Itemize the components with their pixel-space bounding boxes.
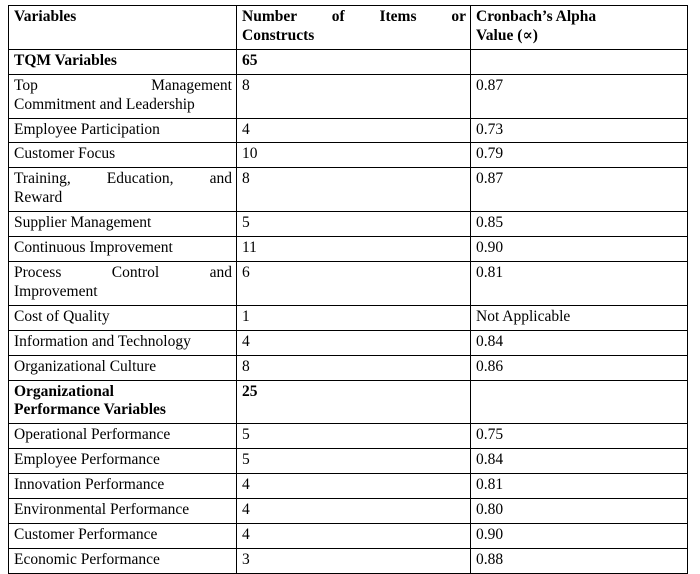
cell-item-count-text: 5 [242,451,250,469]
cell-item-count-text: 10 [242,145,258,163]
cell-item-count-text: 65 [242,51,258,69]
table-row [9,380,688,424]
cell-variable-text: Environmental Performance [14,501,190,519]
cell-alpha-value [471,118,688,143]
cell-item-count-text: 4 [242,332,250,350]
cell-variable-text: TQM Variables [14,51,117,69]
cell-variable-text: Customer Performance [14,525,158,543]
cell-item-count-text: 8 [242,76,250,94]
cell-variable-name [9,74,237,118]
cell-variable-line2: Commitment and Leadership [14,95,195,113]
cell-alpha-value-text: 0.87 [476,76,504,94]
cell-variable-line2: Performance Variables [14,401,166,419]
cell-item-count-text: 5 [242,426,250,444]
table-header-row [9,6,688,50]
column-header-alpha [471,6,688,50]
cell-item-count [237,74,471,118]
cell-item-count-text: 4 [242,120,250,138]
cell-spacer [242,401,466,420]
cell-variable-text: Supplier Management [14,214,152,232]
cell-variable-line2: Reward [14,189,63,207]
cell-item-count [237,449,471,474]
reliability-table [8,5,688,574]
reliability-table-container [8,5,687,574]
table-row [9,74,688,118]
cell-alpha-value-text: Not Applicable [476,307,571,325]
cell-variable-name [9,355,237,380]
cell-spacer [242,96,466,115]
cell-alpha-value [471,143,688,168]
cell-item-count [237,355,471,380]
table-row [9,49,688,74]
cell-alpha-value-text: 0.90 [476,239,504,257]
cell-alpha-value-text: 0.88 [476,550,504,568]
cell-alpha-value [471,424,688,449]
cell-variable-name [9,305,237,330]
cell-item-count [237,523,471,548]
cell-alpha-value-text: 0.81 [476,476,504,494]
cell-item-count [237,143,471,168]
cell-alpha-value [471,168,688,212]
cell-variable-name [9,449,237,474]
table-row [9,424,688,449]
column-header-alpha-line2: Value (∝) [476,26,538,44]
cell-alpha-value-text: 0.87 [476,170,504,188]
cell-alpha-value [471,499,688,524]
cell-item-count-text: 25 [242,382,258,400]
cell-variable-name [9,118,237,143]
cell-variable-name [9,261,237,305]
cell-alpha-value [471,355,688,380]
cell-item-count [237,380,471,424]
cell-alpha-value [471,330,688,355]
cell-item-count-text: 11 [242,239,257,257]
cell-variable-name [9,499,237,524]
cell-variable-text: Employee Participation [14,120,160,138]
cell-alpha-value-text: 0.84 [476,451,504,469]
table-row [9,355,688,380]
table-row [9,474,688,499]
cell-spacer [242,189,466,208]
cell-variable-line1: Top Management [14,76,232,94]
cell-item-count [237,424,471,449]
table-row [9,523,688,548]
cell-item-count [237,168,471,212]
cell-alpha-value-text: 0.81 [476,263,504,281]
table-row [9,305,688,330]
cell-variable-text: Operational Performance [14,426,171,444]
cell-alpha-value [471,380,688,424]
cell-variable-text: Organizational Culture [14,357,157,375]
cell-item-count-text: 1 [242,307,250,325]
table-body [9,6,688,574]
cell-alpha-value [471,49,688,74]
cell-variable-name [9,424,237,449]
cell-item-count-text: 8 [242,357,250,375]
column-header-alpha-line1: Cronbach’s Alpha [476,8,597,25]
cell-variable-text: Customer Focus [14,145,116,163]
cell-item-count-text: 4 [242,476,250,494]
cell-variable-text: Cost of Quality [14,307,110,325]
cell-item-count [237,212,471,237]
cell-item-count-text: 5 [242,214,250,232]
cell-spacer [242,283,466,302]
table-row [9,143,688,168]
cell-variable-name [9,168,237,212]
cell-alpha-value [471,261,688,305]
cell-item-count [237,499,471,524]
column-header-items-line2: Constructs [242,26,315,44]
cell-item-count-text: 3 [242,550,250,568]
table-row [9,168,688,212]
cell-variable-line1: Training, Education, and [14,170,232,188]
table-row [9,449,688,474]
cell-item-count [237,548,471,573]
cell-alpha-value [471,212,688,237]
cell-alpha-value [471,74,688,118]
cell-item-count [237,261,471,305]
cell-item-count-text: 4 [242,525,250,543]
cell-variable-name [9,474,237,499]
cell-alpha-value [471,523,688,548]
table-row [9,330,688,355]
cell-alpha-value-text: 0.73 [476,120,504,138]
cell-variable-line1: Organizational [14,382,114,400]
cell-variable-name [9,49,237,74]
table-row [9,261,688,305]
cell-alpha-value-text: 0.85 [476,214,504,232]
cell-alpha-value [471,548,688,573]
cell-variable-name [9,380,237,424]
cell-item-count [237,305,471,330]
cell-item-count-text: 8 [242,170,250,188]
cell-alpha-value-text: 0.86 [476,357,504,375]
cell-variable-name [9,330,237,355]
table-row [9,548,688,573]
table-row [9,118,688,143]
table-row [9,212,688,237]
cell-alpha-value [471,237,688,262]
cell-item-count-text: 6 [242,263,250,281]
cell-item-count [237,237,471,262]
column-header-variables-line1: Variables [14,8,77,25]
cell-item-count-text: 4 [242,501,250,519]
cell-alpha-value-text: 0.90 [476,525,504,543]
cell-item-count [237,474,471,499]
cell-alpha-value-text: 0.75 [476,426,504,444]
cell-variable-text: Innovation Performance [14,476,165,494]
cell-variable-name [9,523,237,548]
table-row [9,499,688,524]
cell-item-count [237,330,471,355]
cell-variable-line1: Process Control and [14,263,232,281]
cell-alpha-value-text: 0.80 [476,501,504,519]
cell-variable-line2: Improvement [14,282,98,300]
cell-variable-text: Continuous Improvement [14,239,173,257]
cell-variable-name [9,212,237,237]
cell-alpha-value-text: 0.79 [476,145,504,163]
cell-variable-name [9,237,237,262]
cell-variable-name [9,548,237,573]
cell-item-count [237,49,471,74]
cell-alpha-value [471,474,688,499]
cell-variable-text: Economic Performance [14,550,160,568]
cell-alpha-value-text: 0.84 [476,332,504,350]
cell-alpha-value [471,305,688,330]
column-header-items-line1: Number of Items or [242,8,466,25]
cell-variable-name [9,143,237,168]
column-header-items [237,6,471,50]
cell-item-count [237,118,471,143]
table-row [9,237,688,262]
cell-variable-text: Employee Performance [14,451,160,469]
cell-alpha-value [471,449,688,474]
column-header-variables [9,6,237,50]
cell-variable-text: Information and Technology [14,332,191,350]
